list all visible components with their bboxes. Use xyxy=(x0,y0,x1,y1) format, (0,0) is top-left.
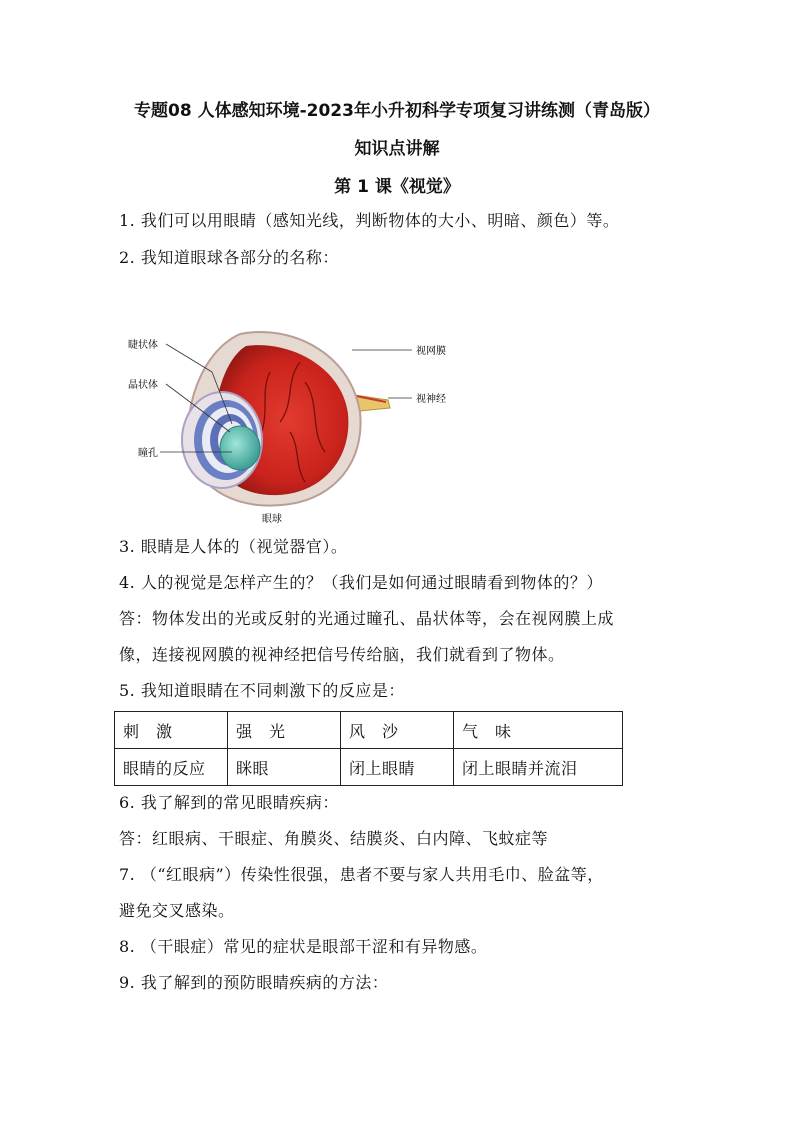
table-row xyxy=(115,712,623,749)
item-6-answer: 答：红眼病、干眼症、角膜炎、结膜炎、白内障、飞蚊症等 xyxy=(119,829,549,848)
label-optic-nerve: 视神经 xyxy=(416,394,446,405)
table-cell: 强 光 xyxy=(228,712,341,749)
item-5: 5. 我知道眼睛在不同刺激下的反应是： xyxy=(119,681,405,700)
lesson-title: 第 1 课《视觉》 xyxy=(334,177,460,197)
stimulus-reaction-table xyxy=(114,711,623,786)
item-2: 2. 我知道眼球各部分的名称： xyxy=(119,248,339,267)
item-1: 1. 我们可以用眼睛（感知光线，判断物体的大小、明暗、颜色）等。 xyxy=(119,211,620,230)
figure-caption: 眼球 xyxy=(262,514,282,525)
document-title: 专题08 人体感知环境-2023年小升初科学专项复习讲练测（青岛版） xyxy=(134,101,660,121)
item-3: 3. 眼睛是人体的（视觉器官）。 xyxy=(119,537,348,556)
item-4-answer-1: 答：物体发出的光或反射的光通过瞳孔、晶状体等，会在视网膜上成 xyxy=(119,609,615,628)
item-7-line-2: 避免交叉感染。 xyxy=(119,901,235,920)
table-cell: 闭上眼睛 xyxy=(341,749,454,786)
table-cell: 闭上眼睛并流泪 xyxy=(454,749,623,786)
item-8: 8. （干眼症）常见的症状是眼部干涩和有异物感。 xyxy=(119,937,488,956)
item-9: 9. 我了解到的预防眼睛疾病的方法： xyxy=(119,973,389,992)
section-subtitle: 知识点讲解 xyxy=(354,139,440,159)
table-row xyxy=(115,749,623,786)
table-cell: 眼睛的反应 xyxy=(115,749,228,786)
label-lens: 晶状体 xyxy=(128,380,158,391)
table-cell: 风 沙 xyxy=(341,712,454,749)
eyeball-diagram xyxy=(120,312,460,527)
table-cell: 刺 激 xyxy=(115,712,228,749)
table-cell: 眯眼 xyxy=(228,749,341,786)
item-4-answer-2: 像，连接视网膜的视神经把信号传给脑，我们就看到了物体。 xyxy=(119,645,565,664)
label-ciliary: 睫状体 xyxy=(128,340,158,351)
item-4: 4. 人的视觉是怎样产生的？（我们是如何通过眼睛看到物体的？） xyxy=(119,573,603,592)
label-pupil: 瞳孔 xyxy=(138,448,158,459)
label-retina: 视网膜 xyxy=(416,346,446,357)
table-cell: 气 味 xyxy=(454,712,623,749)
item-7-line-1: 7. （“红眼病”）传染性很强，患者不要与家人共用毛巾、脸盆等， xyxy=(119,865,604,884)
eyeball-illustration xyxy=(120,312,460,527)
item-6: 6. 我了解到的常见眼睛疾病： xyxy=(119,793,339,812)
